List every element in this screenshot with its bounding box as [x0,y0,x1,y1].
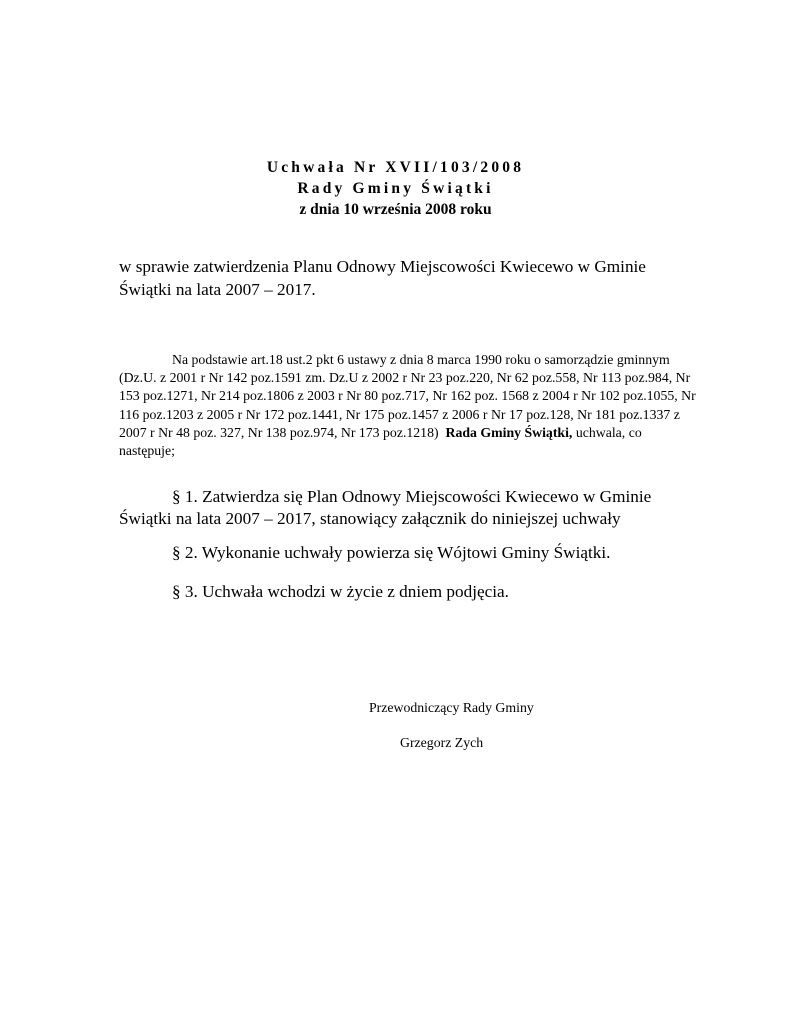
legal-basis-text: Na podstawie art.18 ust.2 pkt 6 ustawy z dnia 8 marca 1990 roku o samorządzie gminnym (Dz.U. z 2001 r Nr 142 poz.1591 zm. Dz.U z 2002 r Nr 23 poz.220, Nr 62 poz.558, Nr 113 poz.984, Nr 153 poz.1271, Nr 214 poz.1806 z 2003 r Nr 80 poz.717, Nr 162 poz. 1568 z 2004 r Nr 102 poz.1055, Nr 116 poz.1203 z 2005 r Nr 172 poz.1441, Nr 175 poz.1457 z 2006 r Nr 17 poz.128, Nr 181 poz.1337 z 2007 r Nr 48 poz. 327, Nr 138 poz.974, Nr 173 poz.1218) [119,352,696,440]
resolution-date: z dnia 10 września 2008 roku [299,201,492,218]
signature-name: Grzegorz Zych [400,735,484,750]
paragraph-1: § 1. Zatwierdza się Plan Odnowy Miejscowości Kwiecewo w Gminie Świątki na lata 2007 – 2017, stanowiący załącznik do niniejszej uchwały [119,487,652,528]
resolution-header [0,157,791,220]
legal-basis-tail: uchwala, co następuje; [119,424,642,459]
paragraph-2: § 2. Wykonanie uchwały powierza się Wójtowi Gminy Świątki. [172,543,611,562]
legal-basis [119,351,699,460]
council-name: Rady Gminy Świątki [297,180,494,197]
resolution-subject: w sprawie zatwierdzenia Planu Odnowy Miejscowości Kwiecewo w Gminie Świątki na lata 2007 – 2017. [119,257,646,299]
resolution-number: Uchwała Nr XVII/103/2008 [266,159,525,176]
legal-basis-council: Rada Gminy Świątki, [445,424,573,440]
signature-title: Przewodniczący Rady Gminy [369,700,534,715]
paragraph-3: § 3. Uchwała wchodzi w życie z dniem podjęcia. [172,582,509,601]
